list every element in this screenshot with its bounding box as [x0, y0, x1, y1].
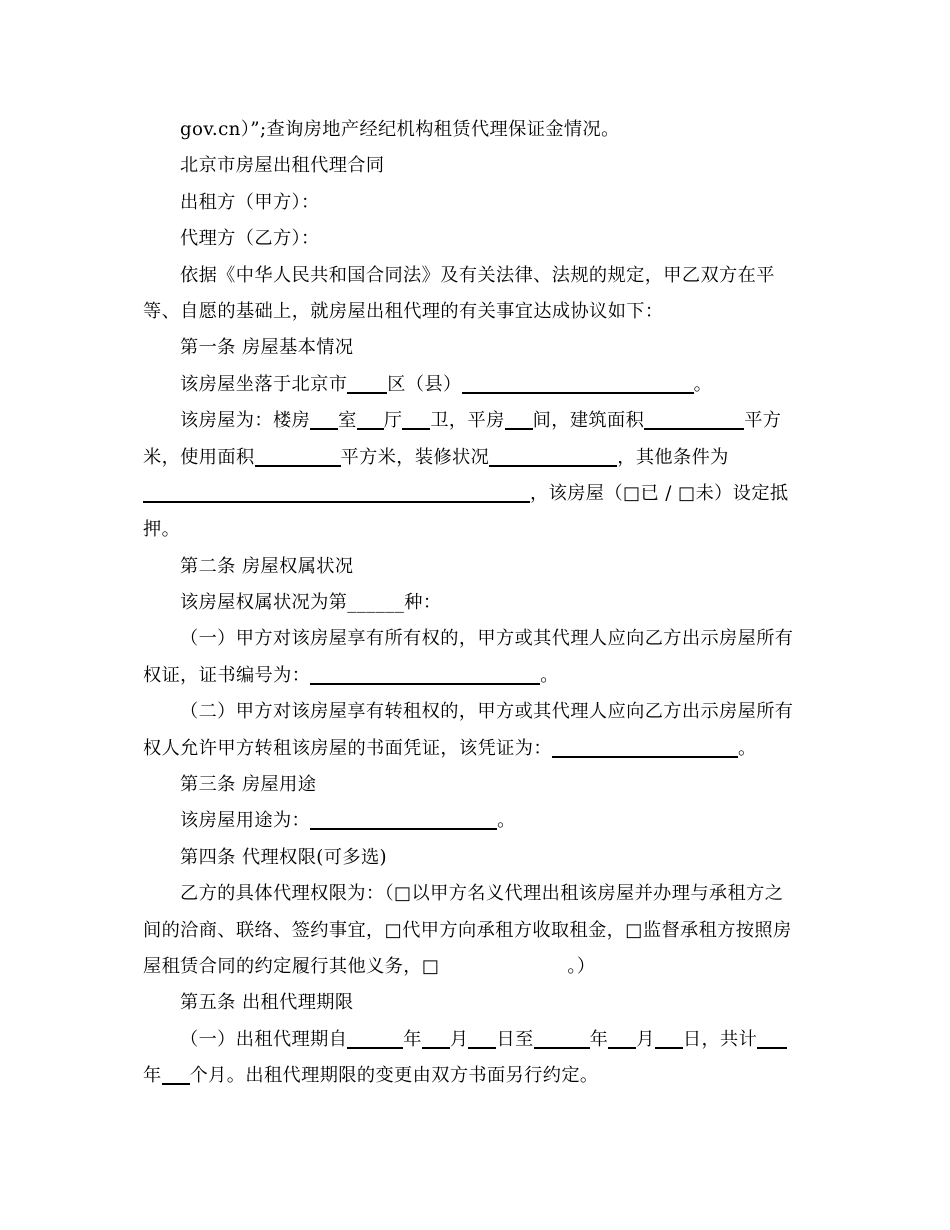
house-details-clause	[143, 440, 833, 476]
article-heading: 第五条 出租代理期限	[180, 992, 354, 1014]
total-years-blank	[757, 1029, 787, 1049]
article-heading: 第三条 房屋用途	[180, 774, 317, 796]
term-clause	[143, 1058, 833, 1094]
other-conditions-blank	[143, 483, 530, 503]
address-blank	[462, 374, 694, 394]
clause-text: 日，共计	[682, 1028, 758, 1050]
clause-text: 卫，平房	[430, 410, 505, 432]
clause-text: 平方米，装修状况	[340, 446, 490, 468]
authority-clause	[143, 949, 833, 985]
rooms-blank	[310, 410, 338, 430]
authority-clause: 乙方的具体代理权限为：（□以甲方名义代理出租该房屋并办理与承租方之	[180, 883, 784, 905]
clause-text: 间，建筑面积	[532, 410, 645, 432]
clause-text: ，其他条件为	[617, 446, 729, 468]
clause-text: 个月。出租代理期限的变更由双方书面另行约定。	[189, 1065, 599, 1087]
ownership-type-clause: 该房屋权属状况为第______种：	[180, 592, 442, 614]
start-day-blank	[468, 1029, 496, 1049]
document-body	[143, 112, 833, 1095]
article-heading: 第二条 房屋权属状况	[180, 555, 354, 577]
sublease-clause: （二）甲方对该房屋享有转租权的，甲方或其代理人应向乙方出示房屋所有	[180, 701, 794, 723]
clause-text: 区（县）	[387, 373, 462, 395]
usable-area-blank	[255, 447, 341, 467]
bungalow-rooms-blank	[505, 410, 533, 430]
clause-text: 平方	[744, 410, 782, 432]
ownership-clause	[143, 658, 833, 694]
certificate-number-blank	[310, 665, 540, 685]
district-blank	[347, 374, 387, 394]
other-authority-gap	[439, 954, 567, 972]
sublease-clause	[143, 731, 833, 767]
clause-text: 年	[403, 1028, 422, 1050]
clause-text: 。	[497, 810, 516, 832]
clause-text: 该房屋用途为：	[180, 810, 311, 832]
sublease-proof-blank	[552, 738, 738, 758]
location-clause	[143, 367, 833, 403]
floor-area-blank	[644, 410, 744, 430]
article-heading: 第一条 房屋基本情况	[180, 337, 354, 359]
term-clause	[143, 1022, 833, 1058]
clause-text: 权人允许甲方转租该房屋的书面凭证，该凭证为：	[143, 737, 552, 759]
clause-text: 室	[338, 410, 357, 432]
preamble-line: 等、自愿的基础上，就房屋出租代理的有关事宜达成协议如下：	[143, 300, 664, 322]
end-day-blank	[655, 1029, 683, 1049]
clause-text: ，该房屋（□已 / □未）设定抵	[530, 482, 789, 504]
clause-text: 。	[540, 664, 559, 686]
clause-text: 厅	[383, 410, 403, 432]
house-details-clause: 押。	[143, 519, 181, 541]
ownership-clause: （一）甲方对该房屋享有所有权的，甲方或其代理人应向乙方出示房屋所有	[180, 628, 794, 650]
house-details-clause	[143, 476, 833, 512]
continuation-text: gov.cn）”;查询房地产经纪机构租赁代理保证金情况。	[180, 119, 620, 140]
clause-text: 。）	[567, 955, 596, 977]
lessor-label: 出租方（甲方）：	[180, 191, 320, 213]
total-months-blank	[162, 1065, 190, 1085]
clause-text: 年	[143, 1065, 162, 1087]
article-heading: 第四条 代理权限(可多选)	[180, 846, 388, 868]
bathrooms-blank	[402, 410, 430, 430]
preamble-line: 依据《中华人民共和国合同法》及有关法律、法规的规定，甲乙双方在平	[180, 264, 775, 286]
clause-text: 该房屋为：楼房	[180, 410, 311, 432]
clause-text: 米，使用面积	[143, 446, 255, 468]
clause-text: 月	[636, 1028, 655, 1050]
usage-clause	[143, 803, 833, 839]
agent-label: 代理方（乙方）：	[180, 228, 320, 250]
clause-text: 。	[737, 737, 757, 759]
clause-text: 屋租赁合同的约定履行其他义务，□	[143, 955, 440, 977]
clause-text: 权证，证书编号为：	[143, 664, 311, 686]
start-year-blank	[347, 1029, 403, 1049]
clause-text: 日至	[496, 1028, 534, 1050]
house-details-clause	[143, 403, 833, 439]
clause-text: 年	[589, 1028, 609, 1050]
clause-text: （一）出租代理期自	[180, 1028, 348, 1050]
usage-blank	[310, 810, 497, 830]
start-month-blank	[422, 1029, 450, 1049]
clause-text: 该房屋坐落于北京市	[180, 373, 348, 395]
clause-text: 。	[693, 373, 713, 395]
decoration-blank	[489, 447, 617, 467]
halls-blank	[357, 410, 384, 430]
contract-title: 北京市房屋出租代理合同	[180, 155, 385, 177]
authority-clause: 间的洽商、联络、签约事宜，□代甲方向承租方收取租金，□监督承租方按照房	[143, 919, 792, 941]
end-year-blank	[534, 1029, 590, 1049]
clause-text: 月	[449, 1028, 469, 1050]
end-month-blank	[608, 1029, 636, 1049]
